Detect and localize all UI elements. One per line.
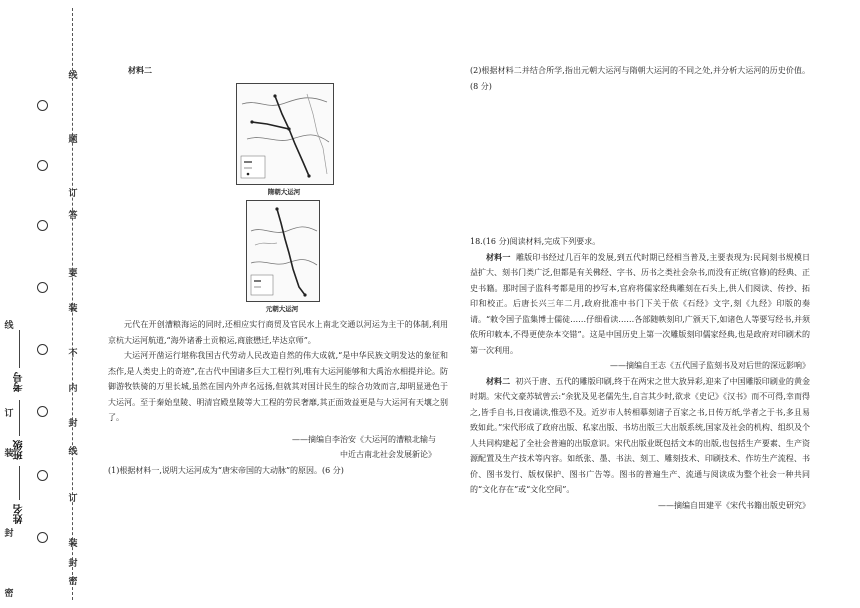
id-label: 考号 bbox=[14, 372, 25, 392]
binding-char: 答 bbox=[68, 211, 78, 221]
name-field-line[interactable] bbox=[19, 466, 20, 500]
right-column bbox=[470, 63, 810, 94]
class-label: 班级 bbox=[14, 440, 25, 460]
binding-char: 题 bbox=[68, 135, 78, 145]
material2-paragraph-2: 大运河开凿运行堪称我国古代劳动人民改造自然的伟大成就,“是中华民族文明发达的象征和杰作,是人类史上的奇迹”,在古代中国诸多巨大工程行列,唯有大运河能够和大禹治水相提并论。防御游牧铁骑的万里长城,虽然在国内外声名远扬,但就其对国计民生的综合功效而言,却明显逊色于大运河。至于秦始皇陵、明清宫殿皇陵等大工程的劳民奢靡,其正面效益更是与大运河有天壤之别了。 bbox=[108, 351, 448, 422]
q18-material2 bbox=[470, 374, 810, 498]
id-field-line[interactable] bbox=[19, 330, 20, 368]
binding-char: 封 bbox=[68, 419, 78, 429]
material2-paragraph-1: 元代在开创漕粮海运的同时,还相应实行商贸及官民水上南北交通以河运为主干的体制,利用京杭大运河航道,“海外诸番土贡粮运,商旅懋迁,毕达京师”。 bbox=[108, 320, 448, 345]
binding-hole bbox=[37, 100, 48, 111]
binding-char: 内 bbox=[68, 384, 78, 394]
q18-material2-source: ——摘编自田建平《宋代书籍出版史研究》 bbox=[658, 500, 810, 510]
material2-label: 材料二 bbox=[128, 65, 152, 75]
question-18-intro: 18.(16 分)阅读材料,完成下列要求。 bbox=[470, 237, 601, 246]
binding-margin bbox=[0, 0, 80, 608]
sui-canal-map bbox=[236, 83, 334, 185]
q18-material2-label: 材料二 bbox=[486, 375, 511, 386]
q18-material1-label: 材料一 bbox=[486, 251, 511, 262]
binding-char: 要 bbox=[68, 269, 78, 279]
binding-char: 订 bbox=[68, 189, 78, 199]
yuan-canal-map bbox=[246, 200, 320, 302]
q18-material1-source: ——摘编自王志《五代国子监刻书及对后世的深远影响》 bbox=[610, 361, 810, 370]
binding-char: 封 bbox=[4, 529, 14, 539]
binding-char: 封 bbox=[68, 559, 78, 569]
binding-char: 订 bbox=[4, 409, 14, 419]
binding-char: 订 bbox=[68, 494, 78, 504]
binding-char: 密 bbox=[4, 589, 14, 599]
binding-hole bbox=[37, 160, 48, 171]
sui-map-caption: 隋朝大运河 bbox=[267, 188, 301, 196]
q18-material1 bbox=[470, 250, 810, 359]
binding-hole bbox=[37, 220, 48, 231]
question-2: (2)根据材料二并结合所学,指出元朝大运河与隋朝大运河的不同之处,并分析大运河的历史价值。(8 分) bbox=[470, 66, 810, 91]
question-1: (1)根据材料一,说明大运河成为“唐宋帝国的大动脉”的原因。(6 分) bbox=[108, 465, 344, 475]
binding-hole bbox=[37, 344, 48, 355]
q18-material2-text: 初兴于唐、五代的雕版印刷,终于在两宋之世大放异彩,迎来了中国雕版印刷业的黄金时期。宋代文豪苏轼曾云:“余犹及见老儒先生,自言其少时,欲求《史记》《汉书》而不可得,幸而得之,皆手自书,日夜诵读,惟恐不及。近岁市人转相摹刻诸子百家之书,日传万纸,学者之于书,多且易致如此。”宋代形成了政府出版、私家出版、书坊出版三大出版系统,国家及社会的机构、组织及个人共同构建起了全社会普遍的出版意识。宋代出版业既包括文本的出版,也包括生产要素、生产资源配置及生产技术等内容。如纸张、墨、书法、刻工、雕刻技术、印刷技术、作坊生产流程、书价、图书发行、版权保护、图书广告等。图书的普遍生产、流通与阅读成为整个社会一种共同的“文化存在”或“文化空间”。 bbox=[470, 376, 811, 494]
binding-hole bbox=[37, 532, 48, 543]
binding-char: 线 bbox=[68, 447, 78, 457]
name-label: 姓名 bbox=[14, 504, 25, 524]
left-column bbox=[108, 63, 448, 79]
left-text-block bbox=[108, 317, 448, 478]
material2-source-line-2: 中近古南北社会发展新论》 bbox=[340, 450, 436, 459]
binding-hole bbox=[37, 470, 48, 481]
yuan-map-caption: 元朝大运河 bbox=[265, 305, 299, 313]
binding-hole bbox=[37, 282, 48, 293]
binding-char: 装 bbox=[68, 304, 78, 314]
binding-char: 装 bbox=[4, 449, 14, 459]
class-field-line[interactable] bbox=[19, 400, 20, 436]
binding-char: 装 bbox=[68, 539, 78, 549]
q18-material1-text: 雕版印书经过几百年的发展,到五代时期已经相当普及,主要表现为:民间刻书规模日益扩大、刻书门类广泛,但都是有关佛经、字书、历书之类社会杂书,而没有正统(官修)的经典、正史书籍。那时国子监科考都是用的抄写本,官府将儒家经典雕刻在石头上,供人们阅读、传抄、拓印和校正。后唐长兴三年二月,政府批准中书门下关于依《石经》文字,刻《九经》印版的奏请。“敕令国子监集博士儒徒……仔细看读……各部随帙刻印,广颁天下,如诸色人等要写经书,并须依所印敕本,不得更使杂本交错”。这是中国历史上第一次雕版刻印儒家经典,也是政府对印刷术的第一次利用。 bbox=[470, 252, 811, 355]
material2-source-line-1: ——摘编自李治安《大运河的漕粮北输与 bbox=[292, 434, 436, 444]
binding-char: 线 bbox=[68, 71, 78, 81]
yuan-canal-map-drawing bbox=[247, 201, 319, 301]
binding-hole bbox=[37, 406, 48, 417]
sui-canal-map-drawing bbox=[237, 84, 333, 184]
binding-char: 密 bbox=[68, 577, 78, 587]
binding-char: 线 bbox=[4, 321, 14, 331]
binding-char: 不 bbox=[68, 349, 78, 359]
question-18-block bbox=[470, 234, 810, 513]
